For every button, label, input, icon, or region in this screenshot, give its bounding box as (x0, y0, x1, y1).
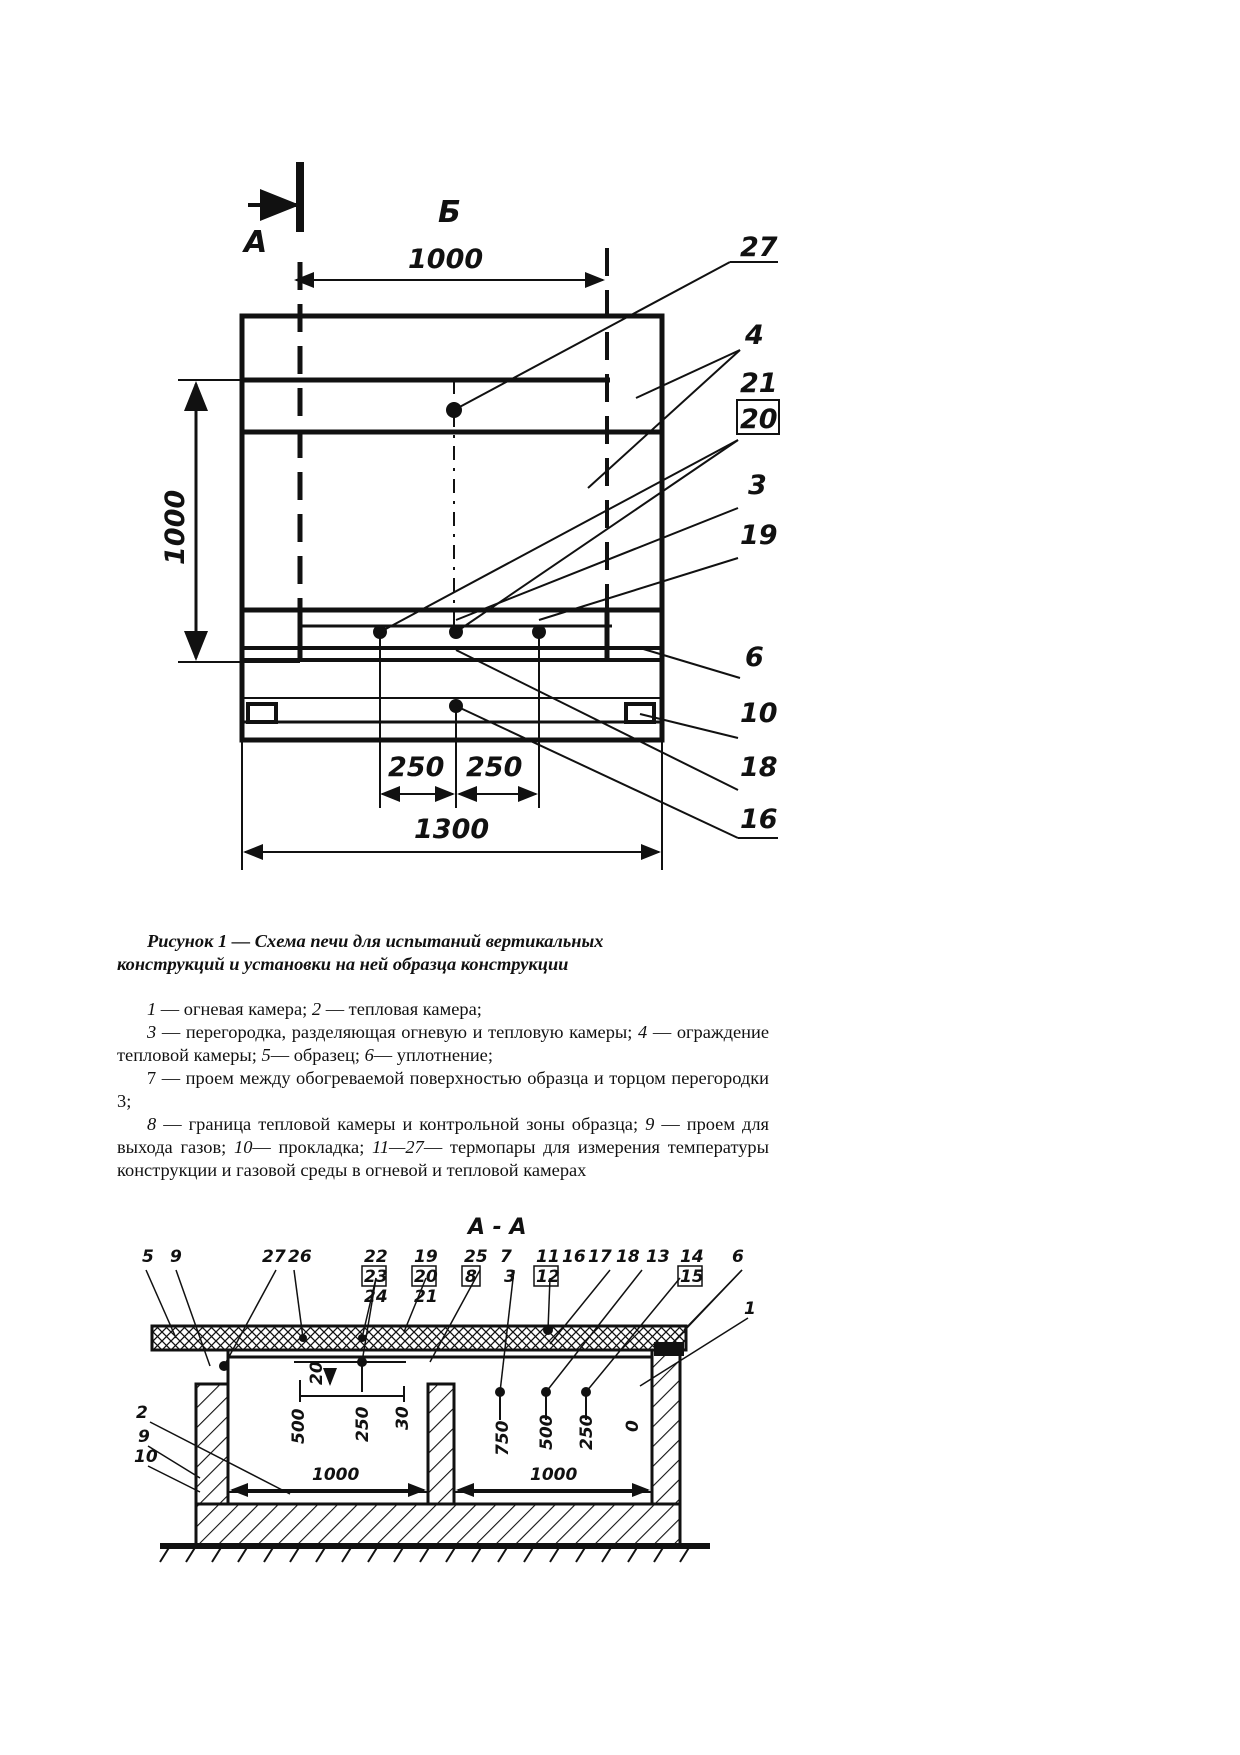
callout-8: 8 (465, 1267, 477, 1287)
dim-250-left-b: 250 (353, 1406, 373, 1442)
callout-16: 16 (740, 804, 778, 835)
callout-26: 26 (288, 1247, 312, 1267)
callout-23: 23 (364, 1267, 388, 1287)
dim-250-left: 250 (388, 752, 445, 783)
callout-9-side: 9 (138, 1427, 150, 1447)
dim-1000-right: 1000 (530, 1465, 578, 1485)
dim-width-top: 1000 (408, 244, 484, 275)
caption-title-line1: Рисунок 1 — Схема печи для испытаний вертикальных (147, 931, 604, 951)
partition-3 (428, 1384, 454, 1504)
callout-1: 1 (744, 1299, 756, 1319)
callout-18: 18 (740, 752, 778, 783)
callout-21: 21 (740, 368, 778, 399)
callout-14: 14 (680, 1247, 704, 1267)
right-wall (652, 1350, 680, 1504)
callout-22: 22 (364, 1247, 388, 1267)
view-label-b: Б (438, 195, 461, 230)
dim-750: 750 (493, 1420, 513, 1456)
callout-19-b: 19 (414, 1247, 438, 1267)
callout-6: 6 (745, 642, 764, 673)
legend-line-4: 8 — граница тепловой камеры и контрольной зоны образца; 9 — проем для выхода газов; 10— прокладка; 11—27— термопары для измерения температуры конструкции и газовой среды в огневой и тепловой камерах (117, 1114, 769, 1180)
callout-11: 11 (536, 1247, 560, 1267)
callout-27-b: 27 (262, 1247, 286, 1267)
callout-25: 25 (464, 1247, 488, 1267)
section-title: А - А (468, 1215, 527, 1240)
legend-line-1: 1 — огневая камера; 2 — тепловая камера; (147, 999, 482, 1019)
callout-16-b: 16 (562, 1247, 586, 1267)
callout-3: 3 (748, 470, 767, 501)
callout-18-b: 18 (616, 1247, 640, 1267)
callout-6-b: 6 (732, 1247, 744, 1267)
callout-10-b: 10 (134, 1447, 158, 1467)
legend-line-2: 3 — перегородка, разделяющая огневую и тепловую камеры; 4 — ограждение тепловой камеры; 5— образец; 6— уплотнение; (117, 1022, 769, 1065)
callout-17: 17 (588, 1247, 612, 1267)
dim-1000-left: 1000 (312, 1465, 360, 1485)
dim-500-left: 500 (289, 1408, 309, 1444)
legend-line-3: 7 — проем между обогреваемой поверхностью образца и торцом перегородки 3; (117, 1068, 769, 1111)
callout-7: 7 (500, 1247, 512, 1267)
dim-30: 30 (393, 1406, 413, 1430)
callout-4: 4 (745, 320, 764, 351)
section-arrow-label: А (244, 225, 268, 260)
dim-250-right: 250 (466, 752, 523, 783)
callout-5: 5 (142, 1247, 154, 1267)
dim-20: 20 (307, 1361, 327, 1385)
callout-10: 10 (740, 698, 778, 729)
dim-250-right: 250 (577, 1414, 597, 1450)
dim-0: 0 (623, 1420, 643, 1432)
callout-24: 24 (364, 1287, 388, 1307)
callout-12: 12 (536, 1267, 560, 1287)
callout-21-b: 21 (414, 1287, 438, 1307)
caption-title-line2: конструкций и установки на ней образца конструкции (117, 954, 569, 974)
callout-3-b: 3 (504, 1267, 516, 1287)
callout-27: 27 (740, 232, 778, 263)
callout-13: 13 (646, 1247, 670, 1267)
callout-20: 20 (740, 404, 778, 435)
dim-500-right: 500 (537, 1414, 557, 1450)
callout-19: 19 (740, 520, 778, 551)
left-wall (196, 1384, 228, 1504)
callout-15: 15 (680, 1267, 704, 1287)
callout-20-b: 20 (414, 1267, 438, 1287)
dim-height-left: 1000 (160, 489, 191, 565)
callout-9-top: 9 (170, 1247, 182, 1267)
dim-overall: 1300 (414, 814, 490, 845)
callout-2: 2 (136, 1403, 148, 1423)
specimen-slab (152, 1326, 686, 1350)
